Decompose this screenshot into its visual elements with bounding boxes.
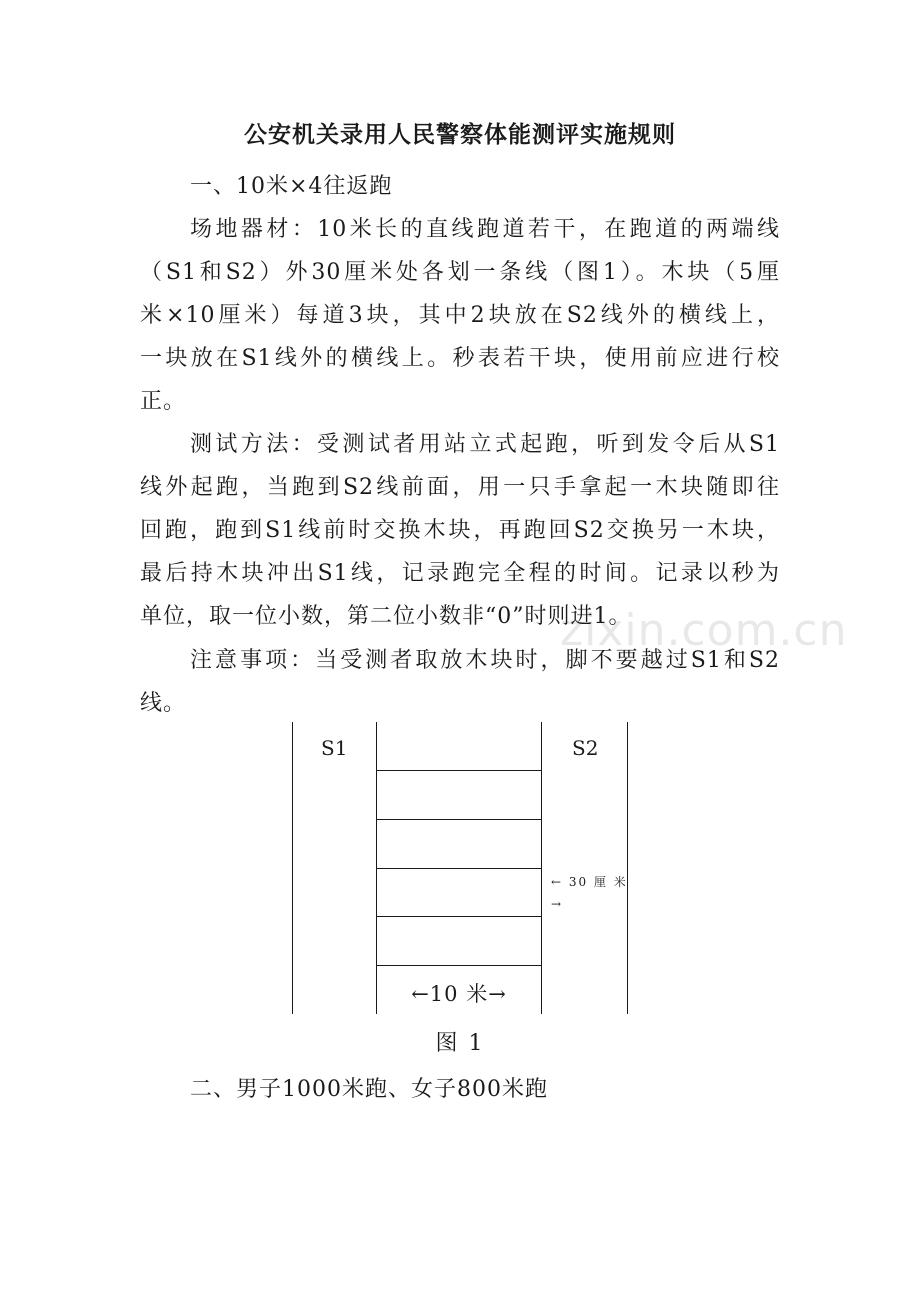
lane-divider [376,770,542,771]
para1-line: （S1和S2）外30厘米处各划一条线（图1）。木块（5厘 [140,260,780,285]
watermark: zixin.com.cn [560,605,848,656]
figure-caption: 图 1 [435,1031,485,1056]
para2-line: 回跑，跑到S1线前时交换木块，再跑回S2交换另一木块， [140,518,780,543]
para1-line: 一块放在S1线外的横线上。秒表若干块，使用前应进行校 [140,346,780,371]
para1-line: 米×10厘米）每道3块，其中2块放在S2线外的横线上， [140,303,780,328]
para2-line: 最后持木块冲出S1线，记录跑完全程的时间。记录以秒为 [140,561,780,586]
lane-divider [376,965,542,966]
lane-divider [376,868,542,869]
distance-label: ←10 米→ [411,982,507,1006]
document-title: 公安机关录用人民警察体能测评实施规则 [244,121,676,148]
offset-label: ← 30 厘 米 [551,875,628,889]
section2-heading: 二、男子1000米跑、女子800米跑 [190,1077,548,1102]
para2-line: 单位，取一位小数，第二位小数非“0”时则进1。 [140,604,632,629]
para3-line: 线。 [140,691,187,716]
para2-line: 测试方法：受测试者用站立式起跑，听到发令后从S1 [190,432,780,457]
section1-heading: 一、10米×4往返跑 [190,174,393,199]
outer-line-left [292,722,293,1014]
outer-line-right [627,722,628,1014]
para1-line: 场地器材：10米长的直线跑道若干，在跑道的两端线 [190,217,780,242]
para1-line: 正。 [140,389,187,414]
para3-line: 注意事项：当受测者取放木块时，脚不要越过S1和S2 [190,648,780,673]
para2-line: 线外起跑，当跑到S2线前面，用一只手拿起一木块随即往 [140,475,780,500]
offset-arrow: → [551,897,564,911]
s1-label: S1 [321,736,348,760]
lane-divider [376,916,542,917]
s2-label: S2 [572,736,599,760]
lane-divider [376,819,542,820]
